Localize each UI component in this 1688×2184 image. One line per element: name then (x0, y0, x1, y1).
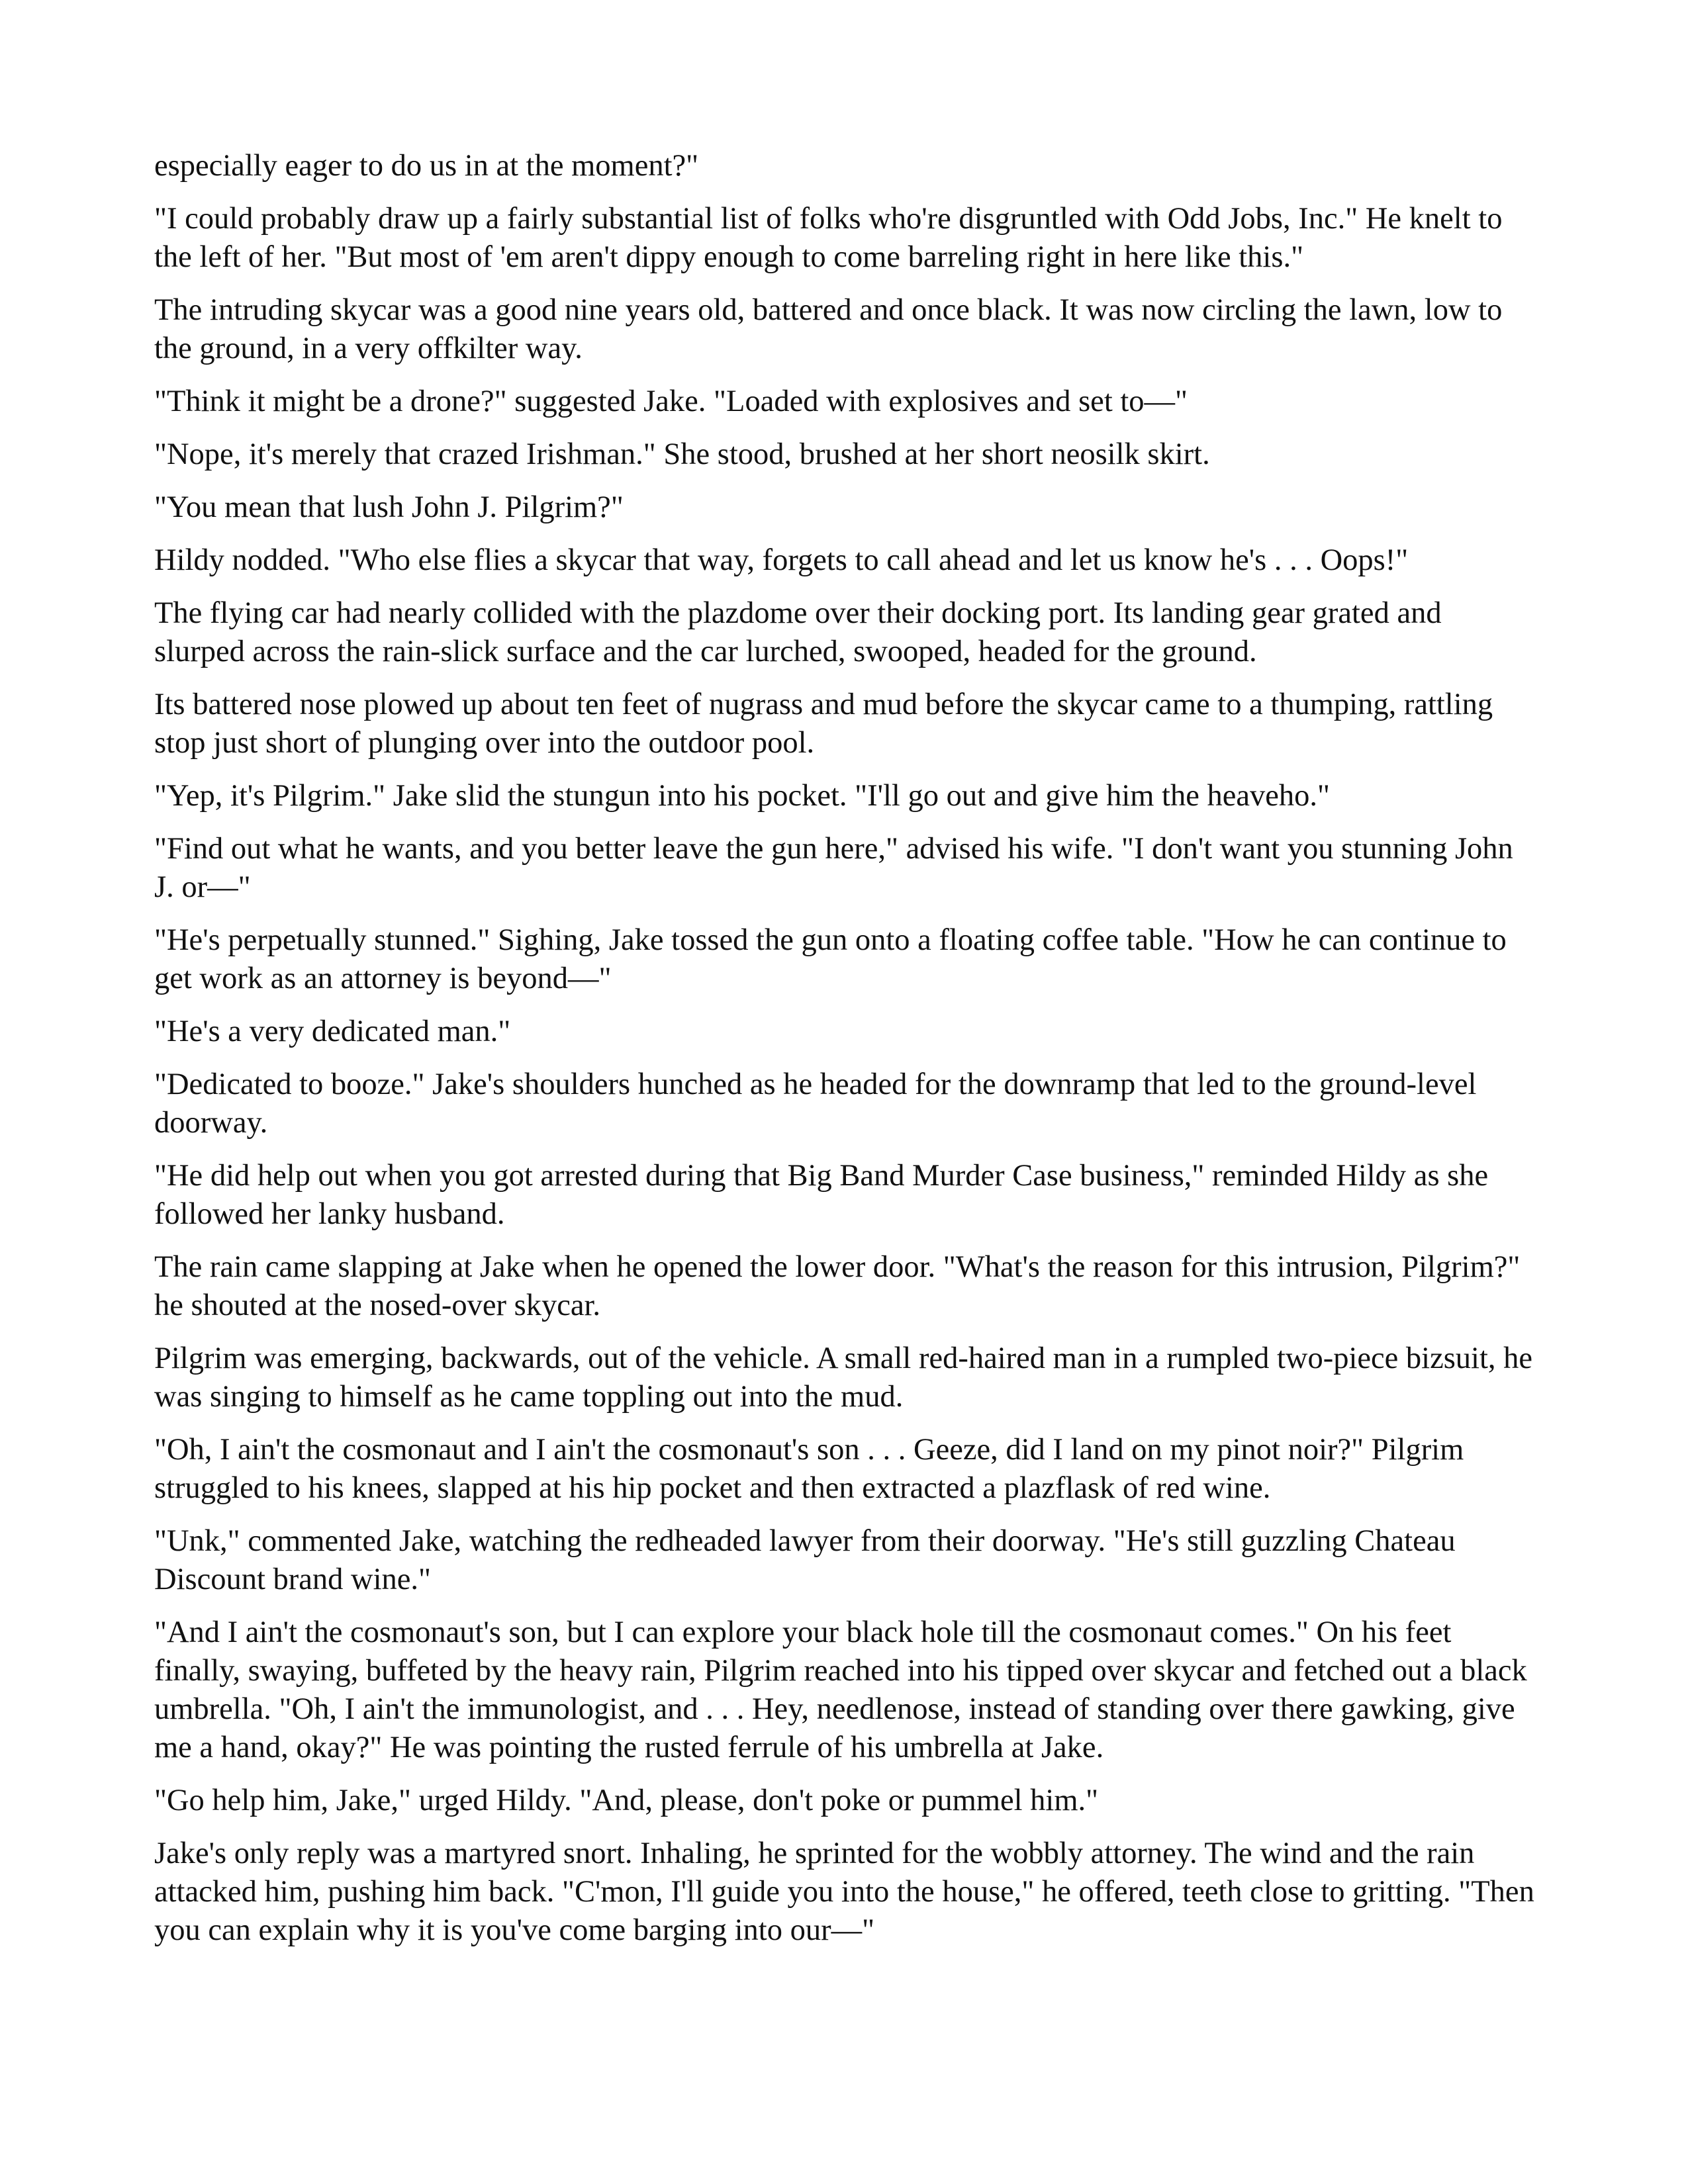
paragraph-21: "Go help him, Jake," urged Hildy. "And, please, don't poke or pummel him." (154, 1784, 1099, 1817)
paragraph-19: "Unk," commented Jake, watching the redheaded lawyer from their doorway. "He's still guzzling Chateau Discount brand wine." (154, 1524, 1456, 1596)
paragraph-7: Hildy nodded. "Who else flies a skycar that way, forgets to call ahead and let us know he's . . . Oops!" (154, 543, 1409, 577)
paragraph-3: The intruding skycar was a good nine years old, battered and once black. It was now circling the lawn, low to the ground, in a very offkilter way. (154, 293, 1503, 365)
paragraph-14: "Dedicated to booze." Jake's shoulders hunched as he headed for the downramp that led to the ground-level doorway. (154, 1068, 1477, 1140)
paragraph-8: The flying car had nearly collided with the plazdome over their docking port. Its landing gear grated and slurped across the rain-slick surface and the car lurched, swooped, headed for the ground. (154, 596, 1442, 668)
paragraph-2: "I could probably draw up a fairly substantial list of folks who're disgruntled with Odd Jobs, Inc." He knelt to the left of her. "But most of 'em aren't dippy enough to come barreling right in here like this." (154, 202, 1503, 274)
paragraph-17: Pilgrim was emerging, backwards, out of the vehicle. A small red-haired man in a rumpled two-piece bizsuit, he was singing to himself as he came toppling out into the mud. (154, 1342, 1533, 1414)
paragraph-5: "Nope, it's merely that crazed Irishman." She stood, brushed at her short neosilk skirt. (154, 437, 1210, 471)
paragraph-1: especially eager to do us in at the moment?" (154, 149, 699, 183)
paragraph-13: "He's a very dedicated man." (154, 1015, 511, 1048)
paragraph-18: "Oh, I ain't the cosmonaut and I ain't the cosmonaut's son . . . Geeze, did I land on my pinot noir?" Pilgrim struggled to his knees, slapped at his hip pocket and then extracted a plazflask of red wine. (154, 1433, 1464, 1505)
paragraph-12: "He's perpetually stunned." Sighing, Jake tossed the gun onto a floating coffee table. "How he can continue to get work as an attorney is beyond—" (154, 923, 1507, 995)
paragraph-16: The rain came slapping at Jake when he opened the lower door. "What's the reason for this intrusion, Pilgrim?" he shouted at the nosed-over skycar. (154, 1250, 1521, 1322)
paragraph-6: "You mean that lush John J. Pilgrim?" (154, 490, 624, 524)
paragraph-11: "Find out what he wants, and you better leave the gun here," advised his wife. "I don't want you stunning John J. or—" (154, 832, 1513, 904)
paragraph-4: "Think it might be a drone?" suggested Jake. "Loaded with explosives and set to—" (154, 385, 1188, 418)
paragraph-22: Jake's only reply was a martyred snort. Inhaling, he sprinted for the wobbly attorney. The wind and the rain attacked him, pushing him back. "C'mon, I'll guide you into the house," he offered, teeth close to gritting. "Then you can explain why it is you've come barging into our—" (154, 1837, 1534, 1947)
paragraph-20: "And I ain't the cosmonaut's son, but I can explore your black hole till the cosmonaut comes." On his feet finally, swaying, buffeted by the heavy rain, Pilgrim reached into his tipped over skycar and fetched out a black umbrella. "Oh, I ain't the immunologist, and . . . Hey, needlenose, instead of standing over there gawking, give me a hand, okay?" He was pointing the rusted ferrule of his umbrella at Jake. (154, 1615, 1527, 1764)
paragraph-15: "He did help out when you got arrested during that Big Band Murder Case business," reminded Hildy as she followed her lanky husband. (154, 1159, 1489, 1231)
paragraph-10: "Yep, it's Pilgrim." Jake slid the stungun into his pocket. "I'll go out and give him the heaveho." (154, 779, 1331, 813)
paragraph-9: Its battered nose plowed up about ten feet of nugrass and mud before the skycar came to a thumping, rattling stop just short of plunging over into the outdoor pool. (154, 688, 1493, 760)
document-page (154, 147, 1538, 1964)
